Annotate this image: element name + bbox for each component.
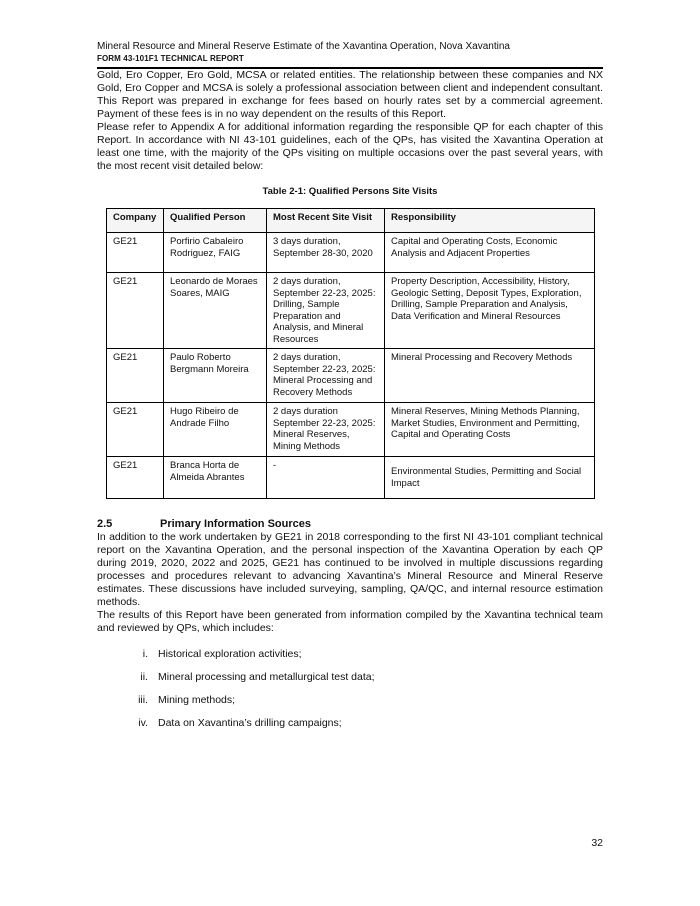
list-item <box>97 694 603 707</box>
cell-qualified-person: Porfirio Cabaleiro Rodriguez, FAIG <box>164 233 267 273</box>
cell-qualified-person: Leonardo de Moraes Soares, MAIG <box>164 273 267 349</box>
table-row <box>107 457 595 499</box>
cell-site-visit: 2 days duration, September 22-23, 2025: Mineral Processing and Recovery Methods <box>267 349 385 403</box>
cell-site-visit: 2 days duration, September 22-23, 2025: Drilling, Sample Preparation and Analysis, and Mineral Resources <box>267 273 385 349</box>
table-row <box>107 273 595 349</box>
page-number: 32 <box>591 837 603 849</box>
paragraph-report-results: The results of this Report have been generated from information compiled by the Xavantina technical team and reviewed by QPs, which includes: <box>97 609 603 634</box>
list-item <box>97 671 603 684</box>
column-header-qualified-person: Qualified Person <box>164 209 267 233</box>
cell-qualified-person: Hugo Ribeiro de Andrade Filho <box>164 403 267 457</box>
cell-qualified-person: Paulo Roberto Bergmann Moreira <box>164 349 267 403</box>
cell-company: GE21 <box>107 233 164 273</box>
table-header-row <box>107 209 595 233</box>
list-item-marker: ii. <box>140 671 148 683</box>
paragraph-information-sources: In addition to the work undertaken by GE21 in 2018 corresponding to the first NI 43-101 compliant technical report on the Xavantina Operation, and the personal inspection of the Xavantina Operation by each QP during 2019, 2020, 2022 and 2025, GE21 has continued to be involved in multiple discussions regarding processes and procedures relevant to advancing Xavantina’s Mineral Resource and Mineral Reserve estimates. These discussions have included surveying, sampling, QA/QC, and internal resource estimation methods. <box>97 531 603 608</box>
section-title: Primary Information Sources <box>160 518 311 530</box>
cell-company: GE21 <box>107 457 164 499</box>
section-heading <box>97 517 603 531</box>
cell-site-visit: - <box>267 457 385 499</box>
paragraph-disclosure: Gold, Ero Copper, Ero Gold, MCSA or related entities. The relationship between these companies and NX Gold, Ero Copper and MCSA is solely a professional association between client and independent consultant. This Report was prepared in exchange for fees based on hourly rates set by a commercial agreement. Payment of these fees is in no way dependent on the results of this Report. <box>97 69 603 120</box>
list-item-text: Mining methods; <box>158 694 236 706</box>
list-item-marker: iv. <box>138 717 148 729</box>
paragraph-qp-visits: Please refer to Appendix A for additional information regarding the responsible QP for each chapter of this Report. In accordance with NI 43-101 guidelines, each of the QPs, has visited the Xavantina Operation at least one time, with the majority of the QPs visiting on multiple occasions over the past several years, with the most recent visit detailed below: <box>97 121 603 172</box>
cell-responsibility: Mineral Reserves, Mining Methods Planning, Market Studies, Environment and Permitting, Capital and Operating Costs <box>385 403 595 457</box>
list-item-text: Data on Xavantina’s drilling campaigns; <box>158 717 342 729</box>
information-sources-list <box>97 648 603 730</box>
cell-company: GE21 <box>107 349 164 403</box>
table-body <box>107 233 595 499</box>
cell-responsibility: Property Description, Accessibility, History, Geologic Setting, Deposit Types, Exploration, Drilling, Sample Preparation and Analysis, Data Verification and Mineral Resources <box>385 273 595 349</box>
table-row <box>107 403 595 457</box>
qualified-persons-table <box>106 208 595 499</box>
cell-site-visit: 3 days duration, September 28-30, 2020 <box>267 233 385 273</box>
list-item-text: Historical exploration activities; <box>158 648 302 660</box>
table-caption: Table 2-1: Qualified Persons Site Visits <box>262 186 438 197</box>
table-row <box>107 349 595 403</box>
cell-company: GE21 <box>107 273 164 349</box>
list-item-text: Mineral processing and metallurgical test data; <box>158 671 375 683</box>
cell-qualified-person: Branca Horta de Almeida Abrantes <box>164 457 267 499</box>
section-number: 2.5 <box>97 518 113 530</box>
list-item <box>97 717 603 730</box>
running-header <box>97 40 603 69</box>
cell-company: GE21 <box>107 403 164 457</box>
list-item <box>97 648 603 661</box>
table-row <box>107 233 595 273</box>
column-header-most-recent-site-visit: Most Recent Site Visit <box>267 209 385 233</box>
cell-site-visit: 2 days duration September 22-23, 2025: Mineral Reserves, Mining Methods <box>267 403 385 457</box>
list-item-marker: i. <box>142 648 148 660</box>
report-title: Mineral Resource and Mineral Reserve Estimate of the Xavantina Operation, Nova Xavantina <box>97 41 510 52</box>
cell-responsibility: Capital and Operating Costs, Economic Analysis and Adjacent Properties <box>385 233 595 273</box>
list-item-marker: iii. <box>138 694 148 706</box>
report-subtitle: FORM 43-101F1 TECHNICAL REPORT <box>97 54 244 63</box>
cell-responsibility: Environmental Studies, Permitting and Social Impact <box>385 457 595 499</box>
column-header-responsibility: Responsibility <box>385 209 595 233</box>
page-content <box>97 0 603 730</box>
column-header-company: Company <box>107 209 164 233</box>
cell-responsibility: Mineral Processing and Recovery Methods <box>385 349 595 403</box>
table-head <box>107 209 595 233</box>
